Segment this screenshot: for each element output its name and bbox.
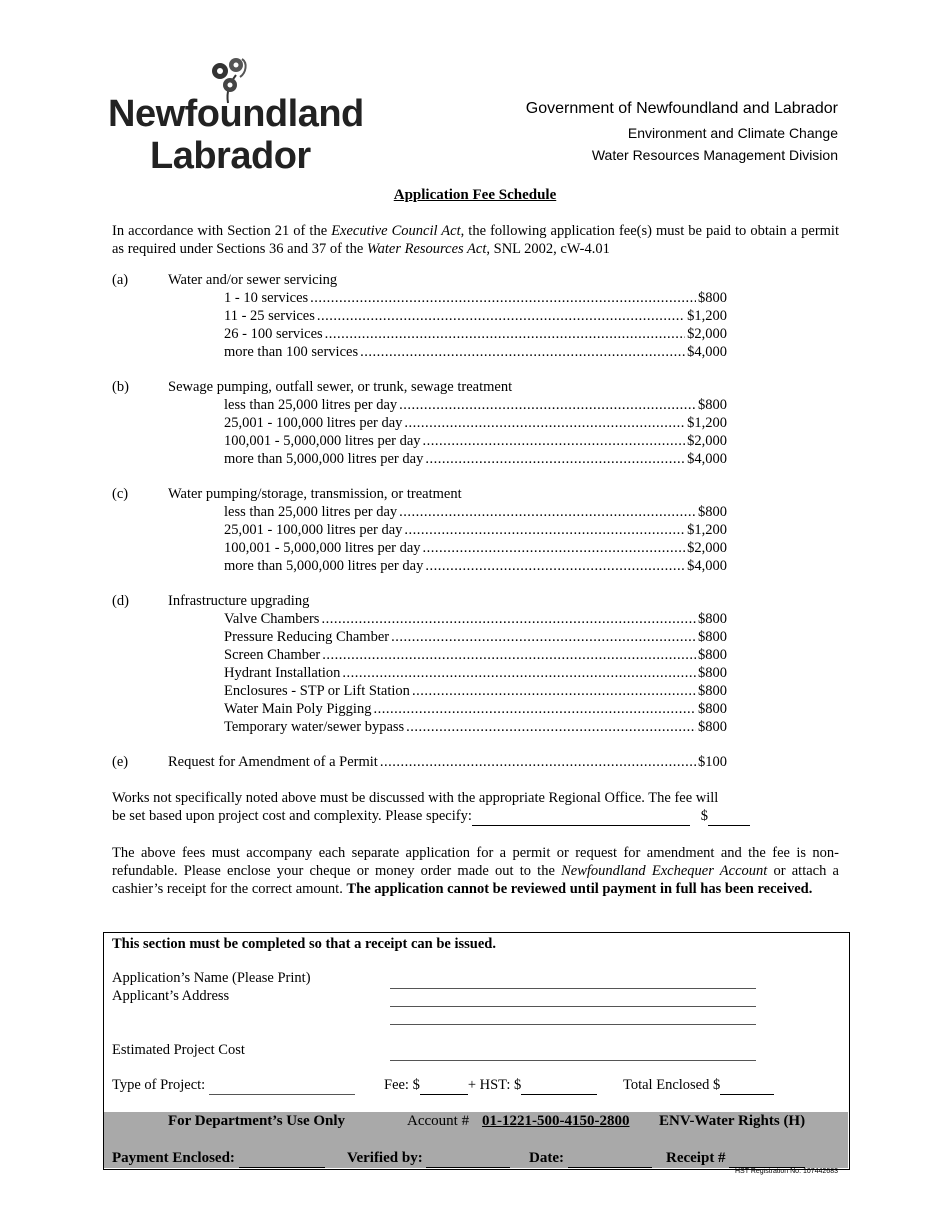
account-label: Account # (407, 1113, 470, 1129)
account-number: 01-1221-500-4150-2800 (482, 1113, 630, 1129)
department-name: Environment and Climate Change (627, 125, 838, 141)
section-heading: Water pumping/storage, transmission, or treatment (168, 486, 462, 502)
date-field[interactable] (568, 1150, 652, 1168)
government-name: Government of Newfoundland and Labrador (525, 100, 838, 117)
act-name: Executive Council Act (331, 223, 461, 239)
payment-enclosed-label: Payment Enclosed: (112, 1150, 235, 1166)
hst-registration: HST Registration No: 107442683 (735, 1168, 838, 1175)
section-letter: (a) (112, 272, 129, 288)
date-label: Date: (529, 1150, 564, 1166)
fee-row: more than 100 services ..... $4,000 (224, 344, 727, 362)
fee-row: Request for Amendment of a Permit ..... $100 (168, 754, 727, 772)
fee-row: more than 5,000,000 litres per day ..... $4,000 (224, 558, 727, 576)
applicant-address-field[interactable] (390, 1005, 756, 1007)
fee-row: 25,001 - 100,000 litres per day ..... $1,200 (224, 522, 727, 540)
fees-note-paragraph: The above fees must accompany each separate application for a permit or request for amendment and the fee is non-refundable. Please enclose your cheque or money order made out to the Newfoundland Exchequer Account or attach a cashier’s receipt for the correct amount. The application cannot be reviewed until payment in full has been received. (112, 845, 839, 897)
applicant-address-label: Applicant’s Address (112, 988, 230, 1004)
account-name: Newfoundland Exchequer Account (561, 863, 768, 879)
verified-by-field[interactable] (426, 1150, 510, 1168)
fee-row: Hydrant Installation ..... $800 (224, 665, 727, 683)
receipt-number-field[interactable] (729, 1150, 805, 1168)
logo-line-2: Labrador (150, 135, 311, 177)
section-letter: (e) (112, 754, 129, 770)
page-title: Application Fee Schedule (393, 187, 557, 203)
verified-by-label: Verified by: (347, 1150, 423, 1166)
account-name: ENV-Water Rights (H) (659, 1113, 806, 1129)
applicant-name-label: Application’s Name (Please Print) (112, 970, 311, 986)
fee-field[interactable] (420, 1077, 468, 1095)
specify-field[interactable] (472, 808, 690, 826)
section-letter: (b) (112, 379, 129, 395)
total-enclosed-field[interactable] (720, 1077, 774, 1095)
receipt-number-label: Receipt # (666, 1150, 726, 1166)
fee-row: 100,001 - 5,000,000 litres per day ..... $2,000 (224, 540, 727, 558)
project-type-field[interactable] (209, 1077, 355, 1095)
project-cost-label: Estimated Project Cost (112, 1042, 245, 1058)
fee-row: Enclosures - STP or Lift Station ..... $800 (224, 683, 727, 701)
section-heading: Infrastructure upgrading (168, 593, 310, 609)
applicant-name-field[interactable] (390, 987, 756, 989)
fee-row: Pressure Reducing Chamber ..... $800 (224, 629, 727, 647)
fee-row: Water Main Poly Pigging ..... $800 (224, 701, 727, 719)
fee-row: 25,001 - 100,000 litres per day ..... $1,200 (224, 415, 727, 433)
division-name: Water Resources Management Division (591, 147, 838, 163)
date-row (529, 1150, 652, 1168)
fee-row: 1 - 10 services ..... $800 (224, 290, 727, 308)
fee-row: 100,001 - 5,000,000 litres per day ..... $2,000 (224, 433, 727, 451)
fee-row: Screen Chamber ..... $800 (224, 647, 727, 665)
fee-row: more than 5,000,000 litres per day ..... $4,000 (224, 451, 727, 469)
fee-row: Valve Chambers ..... $800 (224, 611, 727, 629)
logo (108, 55, 364, 177)
receipt-row (666, 1150, 805, 1168)
works-note-line-2: be set based upon project cost and complexity. Please specify: $ (112, 808, 750, 826)
fee-row: less than 25,000 litres per day ..... $800 (224, 504, 727, 522)
fee-row: 11 - 25 services ..... $1,200 (224, 308, 727, 326)
intro-paragraph: In accordance with Section 21 of the Executive Council Act, the following application fee(s) must be paid to obtain a permit as required under Sections 36 and 37 of the Water Resources Act, SNL 2002, cW-4.01 (112, 223, 839, 257)
section-letter: (c) (112, 486, 129, 502)
works-note-line-1: Works not specifically noted above must be discussed with the appropriate Regional Office. The fee will (112, 790, 719, 806)
specify-amount-field[interactable] (708, 808, 750, 826)
project-type-label: Type of Project: (112, 1077, 206, 1093)
receipt-heading: This section must be completed so that a receipt can be issued. (112, 936, 496, 952)
section-letter: (d) (112, 593, 129, 609)
dept-row-2 (112, 1150, 325, 1168)
act-name: Water Resources Act (366, 241, 487, 257)
fee-row: 26 - 100 services ..... $2,000 (224, 326, 727, 344)
payment-warning: The application cannot be reviewed until payment in full has been received. (346, 881, 813, 897)
hst-field[interactable] (521, 1077, 597, 1095)
fee-row: less than 25,000 litres per day ..... $800 (224, 397, 727, 415)
project-cost-field[interactable] (390, 1059, 756, 1061)
section-heading: Water and/or sewer servicing (168, 272, 338, 288)
section-heading: Sewage pumping, outfall sewer, or trunk, sewage treatment (168, 379, 513, 395)
applicant-address-field-2[interactable] (390, 1023, 756, 1025)
total-field-row: Total Enclosed $ (623, 1077, 774, 1095)
fee-row: Temporary water/sewer bypass ..... $800 (224, 719, 727, 737)
payment-enclosed-field[interactable] (239, 1150, 325, 1168)
fee-field-row: Fee: $ + HST: $ (384, 1077, 597, 1095)
project-type-row (112, 1077, 355, 1095)
verified-row (347, 1150, 510, 1168)
dept-use-label: For Department’s Use Only (168, 1113, 346, 1129)
logo-line-1: Newfoundland (108, 93, 364, 135)
